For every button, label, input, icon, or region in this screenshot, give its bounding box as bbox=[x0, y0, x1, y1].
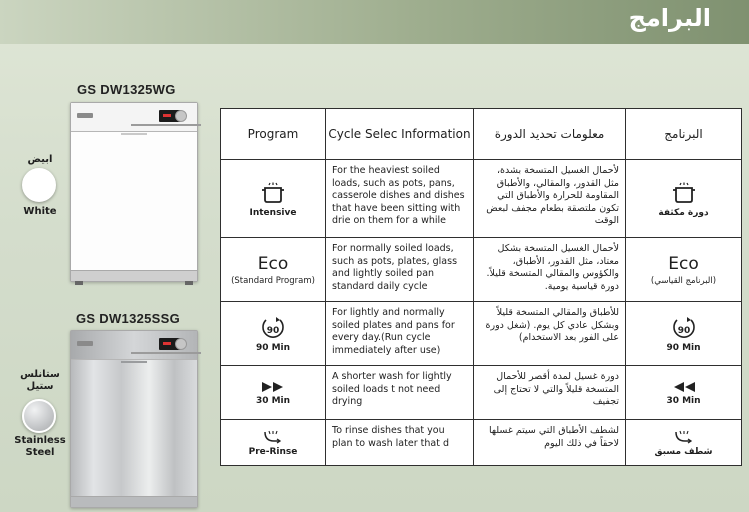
program-label-ar-90: 90 Min bbox=[666, 342, 701, 353]
desc-ar-eco: لأحمال الغسيل المتسخة بشكل معتاد، مثل القدور، الأطباق، والكؤوس والمقالي المتسخة قليلاً. دورة قياسية يومية. bbox=[474, 238, 626, 302]
header-program: Program bbox=[221, 109, 326, 160]
clock-90-text: 90 bbox=[266, 325, 280, 336]
desc-en-intensive: For the heaviest soiled loads, such as pots, pans, casserole dishes and dishes that have been sitting with drie on them for a while bbox=[326, 160, 474, 238]
program-label-eco: (Standard Program) bbox=[231, 275, 315, 286]
program-label-ar-intensive: دورة مكثفة bbox=[658, 207, 709, 218]
table-row bbox=[221, 302, 742, 366]
clock-90-icon bbox=[669, 315, 699, 341]
color-swatch-steel[interactable] bbox=[22, 399, 56, 433]
pre-rinse-icon bbox=[262, 429, 284, 445]
header-cycle-info: Cycle Selec Information bbox=[326, 109, 474, 160]
header-program-ar: البرنامج bbox=[626, 109, 742, 160]
desc-ar-30: دورة غسيل لمدة أقصر للأحمال المتسخة قليلاً والتي لا تحتاج إلى تجفيف bbox=[474, 366, 626, 420]
dishwasher-white-image bbox=[70, 102, 198, 282]
table-row bbox=[221, 160, 742, 238]
color-swatch-white[interactable] bbox=[22, 168, 56, 202]
program-label-intensive: Intensive bbox=[249, 207, 297, 218]
pot-icon bbox=[260, 180, 286, 206]
desc-ar-90: للأطباق والمقالي المتسخة قليلاً وبشكل عادي كل يوم. (شغل دورة على الفور بعد الاستخدام) bbox=[474, 302, 626, 366]
desc-ar-intensive: لأحمال الغسيل المتسخة بشدة، مثل القدور، والمقالي، والأطباق المقاومة للحرارة والأطباق التي تكون ملتصقة بطعام مجفف لبعض الوقت bbox=[474, 160, 626, 238]
clock-90-icon bbox=[258, 315, 288, 341]
page-title: البرامج bbox=[628, 4, 711, 32]
header-cycle-info-ar: معلومات تحديد الدورة bbox=[474, 109, 626, 160]
clock-90-text-ar-side: 90 bbox=[677, 325, 690, 336]
dishwasher-steel-image bbox=[70, 330, 198, 508]
program-label-prerinse: Pre-Rinse bbox=[248, 446, 298, 457]
rewind-icon bbox=[670, 380, 698, 394]
color-label-ar-white: ابيض bbox=[27, 154, 53, 165]
color-label-ar-steel: ستانلس ستيل bbox=[20, 369, 60, 392]
program-label-ar-30: 30 Min bbox=[666, 395, 701, 406]
desc-en-30: A shorter wash for lightly soiled loads t not need drying bbox=[326, 366, 474, 420]
model-label-white: GS DW1325WG bbox=[77, 82, 176, 97]
program-label-30: 30 Min bbox=[255, 395, 291, 406]
desc-ar-prerinse: لشطف الأطباق التي سيتم غسلها لاحقاً في ذلك اليوم bbox=[474, 420, 626, 466]
model-label-steel: GS DW1325SSG bbox=[76, 311, 181, 326]
fast-forward-icon bbox=[259, 380, 287, 394]
table-row bbox=[221, 238, 742, 302]
desc-en-prerinse: To rinse dishes that you plan to wash later that d bbox=[326, 420, 474, 466]
eco-label: Eco bbox=[257, 253, 289, 274]
table-row bbox=[221, 366, 742, 420]
program-table bbox=[220, 108, 742, 466]
program-label-ar-eco: (البرنامج القياسي) bbox=[650, 275, 717, 286]
table-row bbox=[221, 420, 742, 466]
color-label-en-white: White bbox=[23, 206, 57, 217]
table-header-row bbox=[221, 109, 742, 160]
pre-rinse-icon bbox=[673, 429, 695, 445]
desc-en-90: For lightly and normally soiled plates and pans for every day.(Run cycle immediately after use) bbox=[326, 302, 474, 366]
eco-label-ar-side: Eco bbox=[668, 253, 699, 274]
desc-en-eco: For normally soiled loads, such as pots, plates, glass and lightly soiled pan standard daily cycle bbox=[326, 238, 474, 302]
color-label-en-steel: Stainless Steel bbox=[14, 435, 66, 458]
pot-icon bbox=[671, 180, 697, 206]
program-label-90: 90 Min bbox=[255, 342, 291, 353]
program-label-ar-prerinse: شطف مسبق bbox=[654, 446, 713, 457]
